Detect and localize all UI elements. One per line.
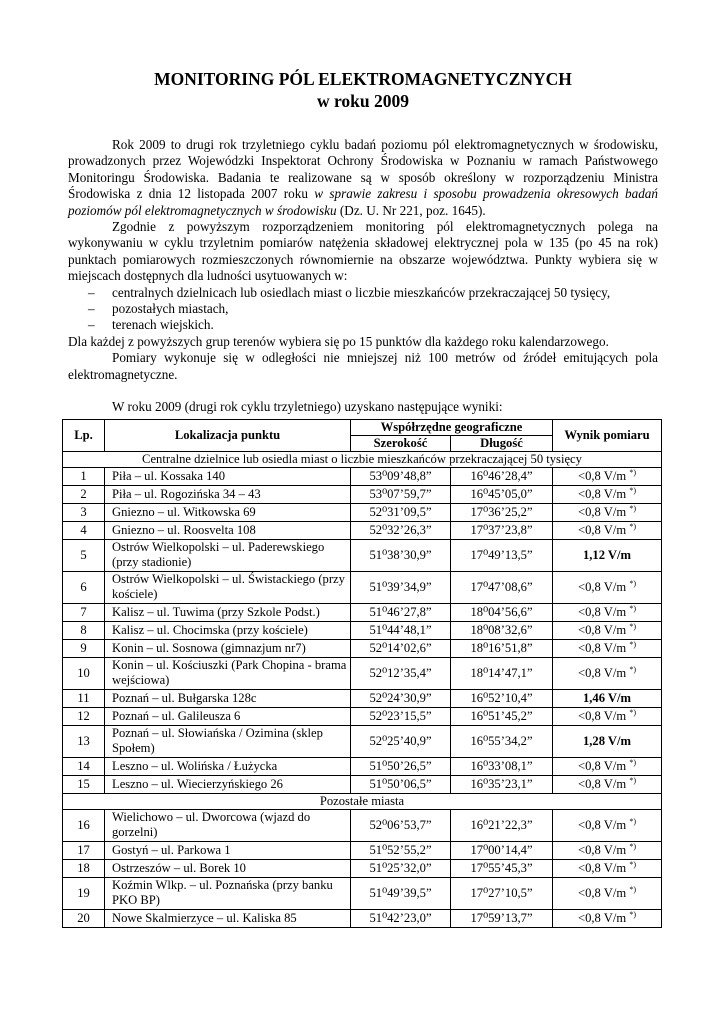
table-row	[63, 467, 662, 485]
row-latitude: 51⁰49’39,5”	[351, 877, 451, 909]
location-types-list	[68, 285, 658, 334]
row-longitude: 18⁰14’47,1”	[451, 657, 553, 689]
row-number: 15	[63, 775, 105, 793]
row-longitude: 18⁰04’56,6”	[451, 603, 553, 621]
table-row	[63, 521, 662, 539]
footnote-mark: *)	[629, 859, 636, 869]
row-number: 4	[63, 521, 105, 539]
row-result-cell	[553, 621, 662, 639]
row-result: <0,8 V/m	[578, 604, 627, 619]
row-number: 14	[63, 757, 105, 775]
row-longitude: 16⁰46’28,4”	[451, 467, 553, 485]
table-row	[63, 503, 662, 521]
row-location: Leszno – ul. Wolińska / Łużycka	[105, 757, 351, 775]
results-intro: W roku 2009 (drugi rok cyklu trzyletniego) uzyskano następujące wyniki:	[112, 399, 503, 415]
table-row	[63, 707, 662, 725]
footnote-mark: *)	[629, 485, 636, 495]
row-longitude: 17⁰36’25,2”	[451, 503, 553, 521]
page-subtitle: w roku 2009	[316, 91, 410, 111]
row-location: Poznań – ul. Bułgarska 128c	[105, 689, 351, 707]
intro-text-b: (Dz. U. Nr 221, poz. 1645).	[336, 202, 486, 218]
row-number: 17	[63, 841, 105, 859]
row-location: Konin – ul. Sosnowa (gimnazjum nr7)	[105, 639, 351, 657]
row-longitude: 17⁰59’13,7”	[451, 909, 553, 927]
footnote-mark: *)	[629, 578, 636, 588]
row-location: Gniezno – ul. Witkowska 69	[105, 503, 351, 521]
page-title: MONITORING PÓL ELEKTROMAGNETYCZNYCH	[154, 69, 572, 89]
footnote-mark: *)	[629, 757, 636, 767]
header-coordinates: Współrzędne geograficzne	[351, 420, 553, 436]
table-row	[63, 757, 662, 775]
intro-paragraph	[68, 137, 658, 219]
row-result: <0,8 V/m	[578, 708, 627, 723]
row-longitude: 16⁰33’08,1”	[451, 757, 553, 775]
row-latitude: 51⁰25’32,0”	[351, 859, 451, 877]
list-item-text: pozostałych miastach,	[112, 301, 229, 317]
row-result-cell	[553, 841, 662, 859]
footnote-mark: *)	[629, 707, 636, 717]
row-location: Kalisz – ul. Chocimska (przy kościele)	[105, 621, 351, 639]
row-result: 1,28 V/m	[582, 733, 632, 748]
method-paragraph: Zgodnie z powyższym rozporządzeniem monitoring pól elektromagnetycznych polega na wykonywaniu w cyklu trzyletnim pomiarów natężenia składowej elektrycznej pola w 135 (po 45 na rok) punktach pomiarowych rozmieszczonych równomiernie na obszarze województwa. Punkty wybiera się w miejscach dostępnych dla ludności usytuowanych w:	[68, 219, 658, 284]
section-heading-other-cities: Pozostałe miasta	[63, 793, 662, 809]
row-number: 2	[63, 485, 105, 503]
row-result: <0,8 V/m	[578, 486, 627, 501]
table-body	[63, 451, 662, 927]
row-number: 10	[63, 657, 105, 689]
row-latitude: 52⁰24’30,9”	[351, 689, 451, 707]
points-paragraph: Dla każdej z powyższych grup terenów wybiera się po 15 punktów dla każdego roku kalendarzowego.	[68, 333, 609, 349]
row-location: Piła – ul. Kossaka 140	[105, 467, 351, 485]
row-result-cell	[553, 725, 662, 757]
row-number: 18	[63, 859, 105, 877]
row-number: 9	[63, 639, 105, 657]
row-result-cell	[553, 657, 662, 689]
footnote-mark: *)	[629, 639, 636, 649]
table-row	[63, 909, 662, 927]
row-location: Piła – ul. Rogozińska 34 – 43	[105, 485, 351, 503]
bullet-dash: –	[88, 301, 95, 317]
table-row	[63, 877, 662, 909]
row-result-cell	[553, 639, 662, 657]
table-row	[63, 639, 662, 657]
list-item-text: terenach wiejskich.	[112, 317, 214, 333]
row-result-cell	[553, 859, 662, 877]
row-latitude: 52⁰25’40,9”	[351, 725, 451, 757]
table-row	[63, 809, 662, 841]
row-location: Ostrów Wielkopolski – ul. Paderewskiego (przy stadionie)	[105, 539, 351, 571]
table-row	[63, 841, 662, 859]
list-item	[68, 301, 658, 317]
section-heading-cities-50k: Centralne dzielnice lub osiedla miast o liczbie mieszkańców przekraczającej 50 tysięcy	[63, 451, 662, 467]
row-latitude: 52⁰06’53,7”	[351, 809, 451, 841]
row-result: 1,46 V/m	[582, 690, 632, 705]
row-latitude: 51⁰46’27,8”	[351, 603, 451, 621]
row-number: 1	[63, 467, 105, 485]
row-result: <0,8 V/m	[578, 522, 627, 537]
row-location: Gostyń – ul. Parkowa 1	[105, 841, 351, 859]
row-latitude: 52⁰32’26,3”	[351, 521, 451, 539]
row-location: Ostrów Wielkopolski – ul. Świstackiego (przy kościele)	[105, 571, 351, 603]
row-latitude: 51⁰39’34,9”	[351, 571, 451, 603]
row-latitude: 51⁰42’23,0”	[351, 909, 451, 927]
table-row	[63, 571, 662, 603]
row-latitude: 51⁰50’26,5”	[351, 757, 451, 775]
footnote-mark: *)	[629, 621, 636, 631]
table-row	[63, 657, 662, 689]
row-number: 19	[63, 877, 105, 909]
row-location: Konin – ul. Kościuszki (Park Chopina - brama wejściowa)	[105, 657, 351, 689]
table-row	[63, 539, 662, 571]
table-row	[63, 689, 662, 707]
distance-paragraph: Pomiary wykonuje się w odległości nie mniejszej niż 100 metrów od źródeł emitujących pola elektromagnetyczne.	[68, 350, 658, 382]
row-number: 7	[63, 603, 105, 621]
row-longitude: 17⁰00’14,4”	[451, 841, 553, 859]
row-longitude: 17⁰55’45,3”	[451, 859, 553, 877]
row-number: 13	[63, 725, 105, 757]
row-location: Gniezno – ul. Roosvelta 108	[105, 521, 351, 539]
row-latitude: 51⁰50’06,5”	[351, 775, 451, 793]
row-result-cell	[553, 467, 662, 485]
row-result-cell	[553, 809, 662, 841]
row-location: Wielichowo – ul. Dworcowa (wjazd do gorzelni)	[105, 809, 351, 841]
table-row	[63, 859, 662, 877]
row-latitude: 51⁰44’48,1”	[351, 621, 451, 639]
row-result: <0,8 V/m	[578, 579, 627, 594]
footnote-mark: *)	[629, 816, 636, 826]
row-result: <0,8 V/m	[578, 910, 627, 925]
row-result-cell	[553, 909, 662, 927]
row-latitude: 51⁰38’30,9”	[351, 539, 451, 571]
row-location: Poznań – ul. Słowiańska / Ozimina (sklep Społem)	[105, 725, 351, 757]
row-result: <0,8 V/m	[578, 860, 627, 875]
footnote-mark: *)	[629, 841, 636, 851]
table-row	[63, 775, 662, 793]
table-row	[63, 485, 662, 503]
row-result-cell	[553, 877, 662, 909]
row-result: <0,8 V/m	[578, 776, 627, 791]
row-longitude: 16⁰21’22,3”	[451, 809, 553, 841]
row-result: <0,8 V/m	[578, 504, 627, 519]
row-number: 11	[63, 689, 105, 707]
row-latitude: 52⁰31’09,5”	[351, 503, 451, 521]
row-result: 1,12 V/m	[582, 547, 632, 562]
row-latitude: 51⁰52’55,2”	[351, 841, 451, 859]
row-number: 3	[63, 503, 105, 521]
row-result: <0,8 V/m	[578, 665, 627, 680]
row-longitude: 16⁰51’45,2”	[451, 707, 553, 725]
bullet-dash: –	[88, 317, 95, 333]
row-result-cell	[553, 757, 662, 775]
footnote-mark: *)	[629, 884, 636, 894]
row-result: <0,8 V/m	[578, 758, 627, 773]
row-result-cell	[553, 707, 662, 725]
row-latitude: 53⁰09’48,8”	[351, 467, 451, 485]
row-result-cell	[553, 689, 662, 707]
row-longitude: 16⁰52’10,4”	[451, 689, 553, 707]
row-result: <0,8 V/m	[578, 842, 627, 857]
row-result: <0,8 V/m	[578, 885, 627, 900]
row-location: Koźmin Wlkp. – ul. Poznańska (przy banku PKO BP)	[105, 877, 351, 909]
list-item	[68, 285, 658, 301]
row-result: <0,8 V/m	[578, 622, 627, 637]
row-longitude: 17⁰47’08,6”	[451, 571, 553, 603]
header-longitude: Długość	[451, 435, 553, 451]
row-number: 6	[63, 571, 105, 603]
row-location: Leszno – ul. Wiecierzyńskiego 26	[105, 775, 351, 793]
intro-text-a: Rok 2009 to drugi rok trzyletniego cyklu badań poziomu pól elektromagnetycznych w środowisku, prowadzonych przez Wojewódzki Inspektorat Ochrony Środowiska w Poznaniu w ramach Państwowego Monitoringu Środowiska. Badania te realizowane są w sposób określony w rozporządzeniu Ministra Środowiska z dnia 12 listopada 2007 roku	[68, 137, 658, 202]
footnote-mark: *)	[629, 909, 636, 919]
row-longitude: 18⁰08’32,6”	[451, 621, 553, 639]
row-result-cell	[553, 503, 662, 521]
row-location: Kalisz – ul. Tuwima (przy Szkole Podst.)	[105, 603, 351, 621]
footnote-mark: *)	[629, 664, 636, 674]
bullet-dash: –	[88, 284, 95, 300]
footnote-mark: *)	[629, 521, 636, 531]
row-latitude: 52⁰12’35,4”	[351, 657, 451, 689]
row-latitude: 53⁰07’59,7”	[351, 485, 451, 503]
row-location: Nowe Skalmierzyce – ul. Kaliska 85	[105, 909, 351, 927]
row-result: <0,8 V/m	[578, 468, 627, 483]
row-result-cell	[553, 521, 662, 539]
row-result: <0,8 V/m	[578, 640, 627, 655]
row-result-cell	[553, 603, 662, 621]
results-table	[62, 419, 662, 928]
row-number: 16	[63, 809, 105, 841]
row-result-cell	[553, 485, 662, 503]
regulation-title: w sprawie zakresu i sposobu prowadzenia okresowych badań poziomów pól elektromagnetycznych w środowisku	[68, 186, 658, 218]
row-longitude: 17⁰27’10,5”	[451, 877, 553, 909]
row-result: <0,8 V/m	[578, 817, 627, 832]
row-number: 12	[63, 707, 105, 725]
list-item-text: centralnych dzielnicach lub osiedlach miast o liczbie mieszkańców przekraczającej 50 tysięcy,	[112, 284, 611, 300]
table-row	[63, 621, 662, 639]
table-row	[63, 603, 662, 621]
document-page	[68, 68, 658, 416]
row-location: Ostrzeszów – ul. Borek 10	[105, 859, 351, 877]
header-latitude: Szerokość	[351, 435, 451, 451]
row-longitude: 18⁰16’51,8”	[451, 639, 553, 657]
row-number: 20	[63, 909, 105, 927]
footnote-mark: *)	[629, 603, 636, 613]
list-item	[68, 317, 658, 333]
row-location: Poznań – ul. Galileusza 6	[105, 707, 351, 725]
row-result-cell	[553, 571, 662, 603]
row-longitude: 17⁰37’23,8”	[451, 521, 553, 539]
header-lp: Lp.	[63, 420, 105, 452]
row-longitude: 17⁰49’13,5”	[451, 539, 553, 571]
row-longitude: 16⁰55’34,2”	[451, 725, 553, 757]
row-latitude: 52⁰23’15,5”	[351, 707, 451, 725]
row-result-cell	[553, 775, 662, 793]
row-latitude: 52⁰14’02,6”	[351, 639, 451, 657]
header-result: Wynik pomiaru	[553, 420, 662, 452]
row-number: 5	[63, 539, 105, 571]
row-result-cell	[553, 539, 662, 571]
header-location: Lokalizacja punktu	[105, 420, 351, 452]
row-longitude: 16⁰35’23,1”	[451, 775, 553, 793]
row-number: 8	[63, 621, 105, 639]
footnote-mark: *)	[629, 467, 636, 477]
row-longitude: 16⁰45’05,0”	[451, 485, 553, 503]
footnote-mark: *)	[629, 775, 636, 785]
footnote-mark: *)	[629, 503, 636, 513]
table-row	[63, 725, 662, 757]
